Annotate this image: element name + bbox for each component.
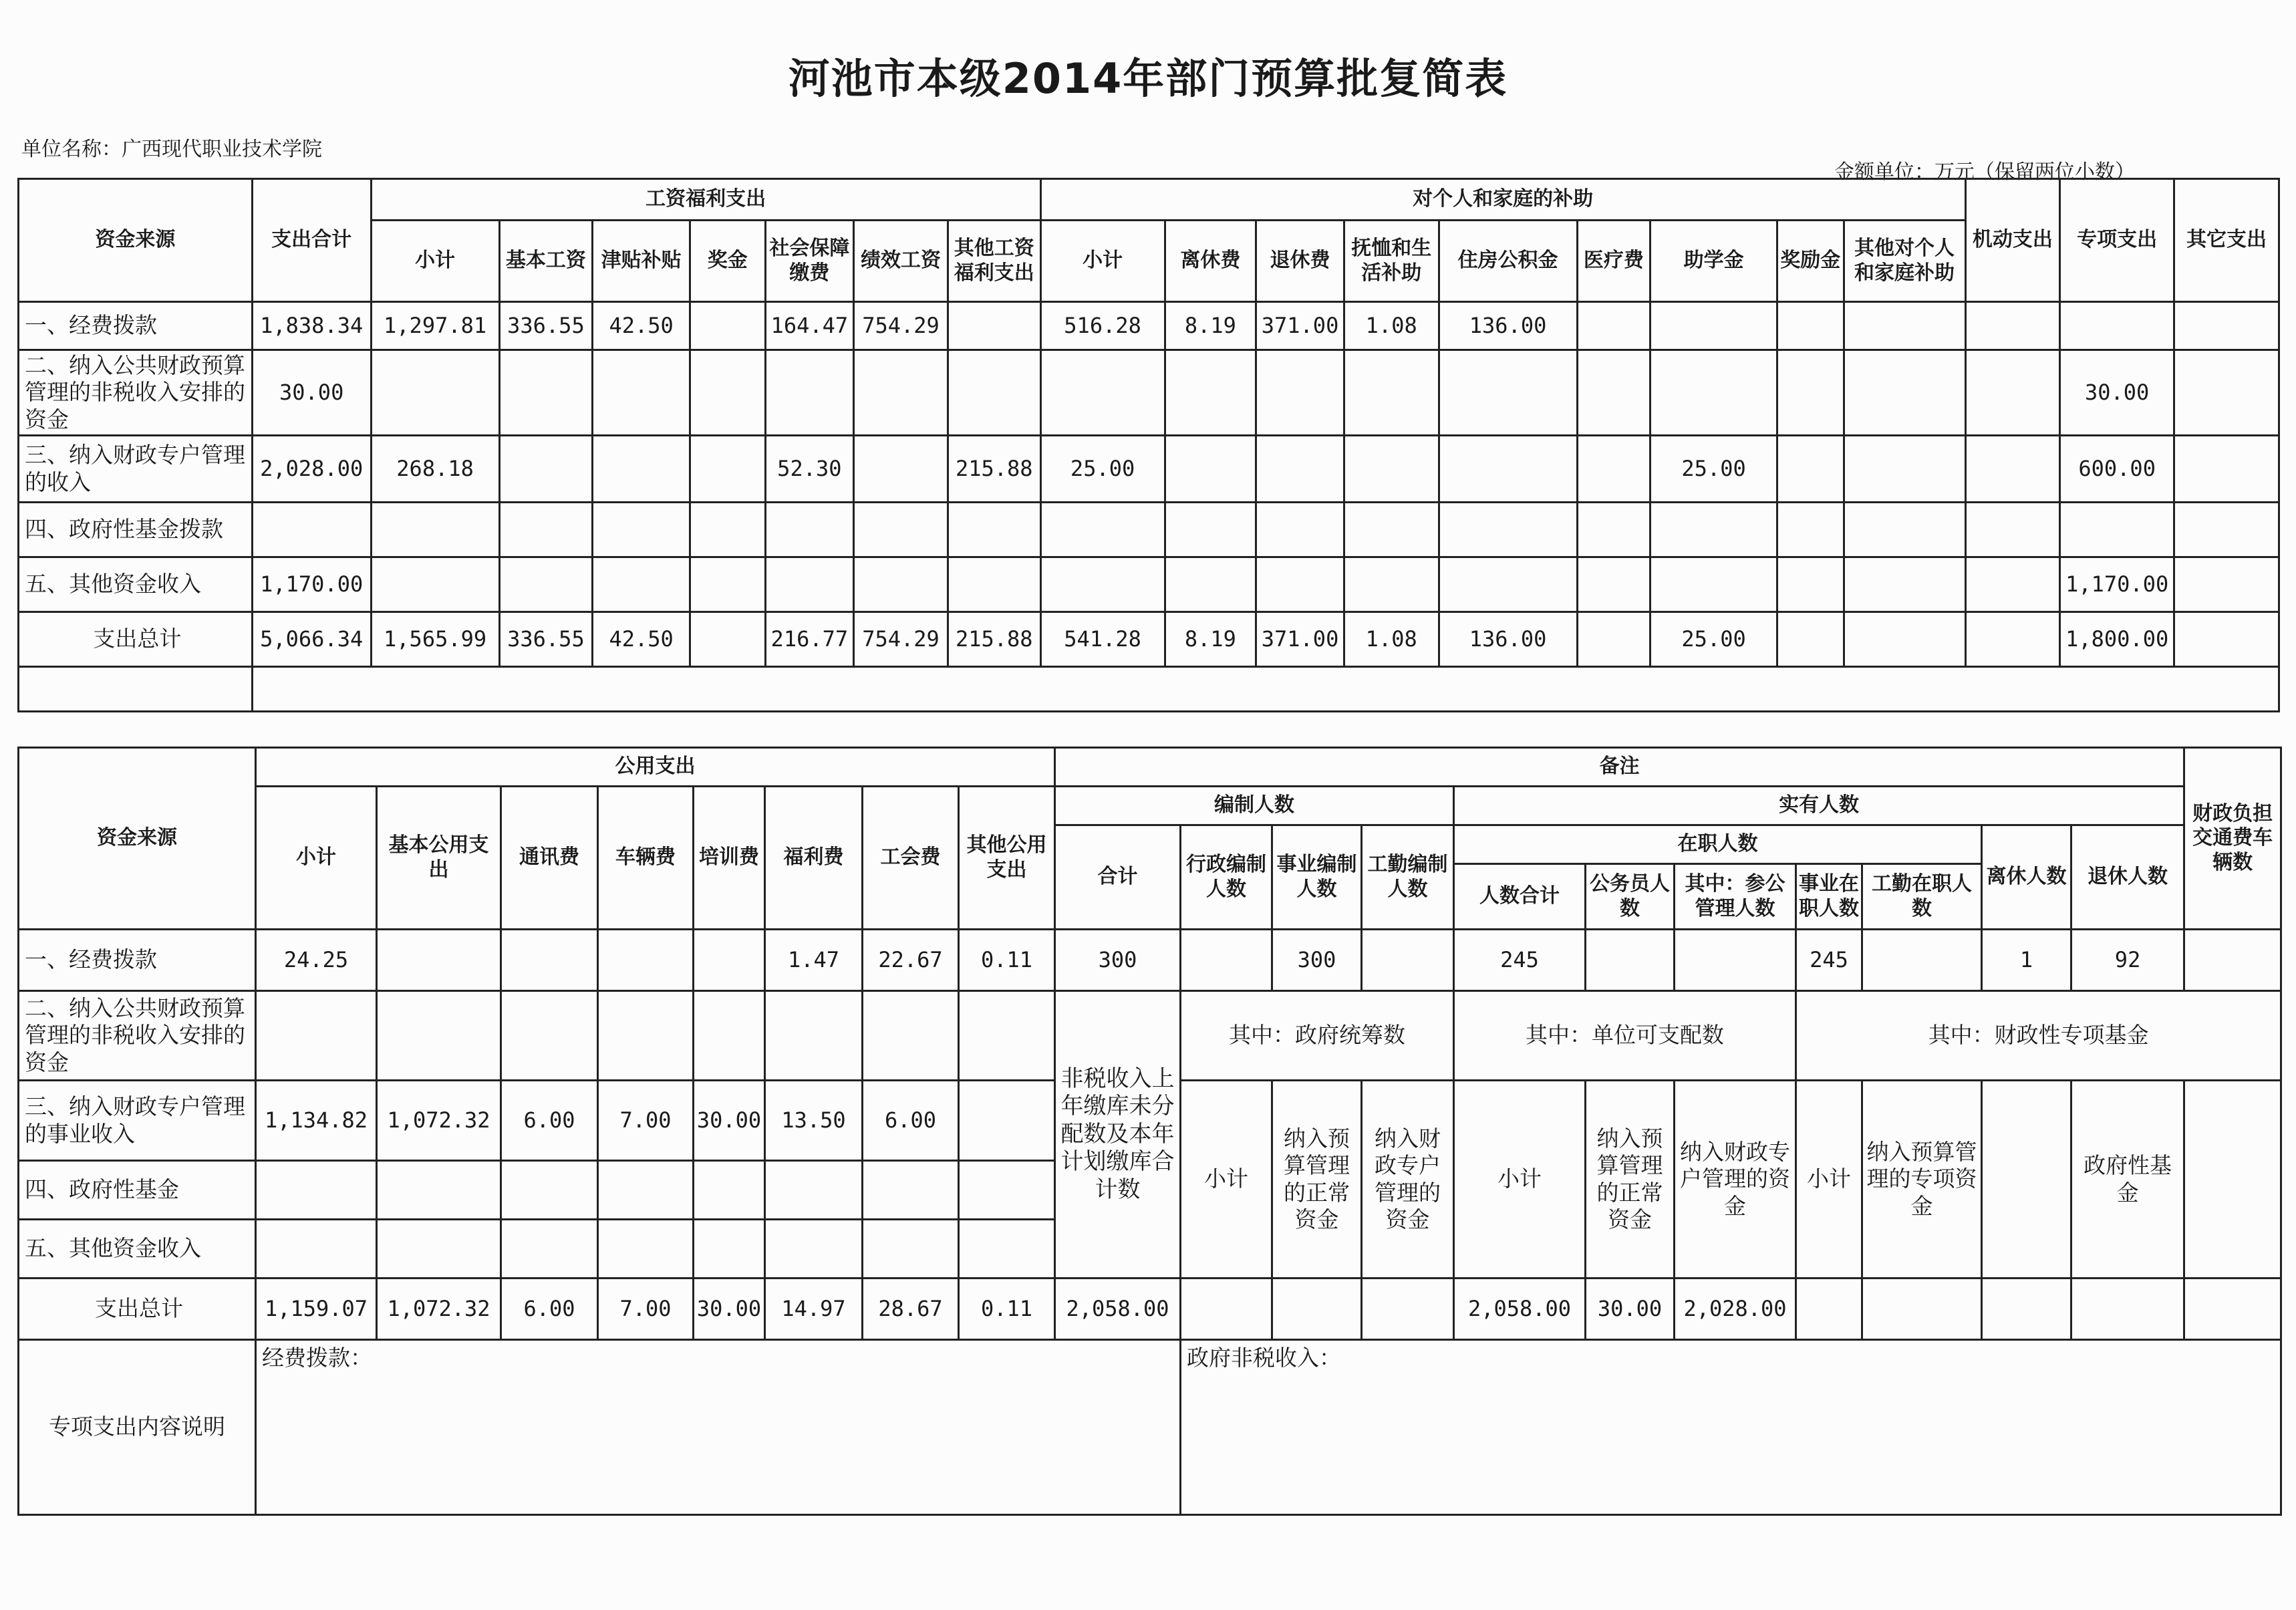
table-cell <box>593 503 690 557</box>
unit-pool-header: 其中：单位可支配数 <box>1454 991 1796 1081</box>
table-cell <box>948 350 1040 436</box>
subsidy-group-header: 对个人和家庭的补助 <box>1040 179 1965 221</box>
table-cell: 516.28 <box>1040 302 1165 350</box>
column-header: 奖金 <box>690 221 765 302</box>
column-header: 培训费 <box>694 787 765 930</box>
table-cell: 1,297.81 <box>371 302 499 350</box>
nontax-note: 政府非税收入： <box>1181 1340 2281 1515</box>
table-cell <box>1165 350 1256 436</box>
table-cell <box>1165 436 1256 503</box>
table-cell <box>256 1220 377 1279</box>
column-header: 医疗费 <box>1577 221 1651 302</box>
table-cell <box>1777 350 1844 436</box>
nontax-subheader: 小计 <box>1454 1081 1586 1279</box>
table-cell <box>1844 557 1965 612</box>
table-cell <box>959 991 1055 1081</box>
spacer-cell <box>19 667 253 712</box>
total-row <box>19 612 2279 667</box>
table-cell: 300 <box>1055 930 1181 991</box>
table-cell <box>371 503 499 557</box>
table-cell: 371.00 <box>1256 302 1344 350</box>
table-cell <box>1796 1279 1862 1340</box>
table-cell: 1,565.99 <box>371 612 499 667</box>
table-cell <box>2060 302 2174 350</box>
table-cell <box>2174 612 2279 667</box>
table-cell <box>2184 930 2281 991</box>
column-header: 津贴补贴 <box>593 221 690 302</box>
table-cell <box>959 1081 1055 1161</box>
column-header: 其中：参公管理人数 <box>1675 864 1796 930</box>
table-cell <box>1439 436 1577 503</box>
table-cell <box>1965 612 2060 667</box>
table-cell <box>1965 436 2060 503</box>
special-header: 专项支出 <box>2060 179 2174 302</box>
table-cell <box>499 503 593 557</box>
table-cell <box>854 436 948 503</box>
table-cell: 6.00 <box>501 1279 598 1340</box>
table-cell: 6.00 <box>863 1081 959 1161</box>
table-cell <box>1165 557 1256 612</box>
table-cell <box>1439 557 1577 612</box>
table-cell: 1,170.00 <box>2060 557 2174 612</box>
table-cell <box>1982 1081 2071 1279</box>
nontax-main-label: 非税收入上年缴库未分配数及本年计划缴库合计数 <box>1055 991 1181 1279</box>
source-header: 资金来源 <box>19 748 256 930</box>
table-cell <box>2060 503 2174 557</box>
table-cell: 215.88 <box>948 436 1040 503</box>
table-cell: 600.00 <box>2060 436 2174 503</box>
table-cell <box>2184 1279 2281 1340</box>
table-cell <box>690 612 765 667</box>
table-cell <box>1256 436 1344 503</box>
table-cell <box>1675 930 1796 991</box>
table-cell <box>854 350 948 436</box>
table-cell <box>1040 350 1165 436</box>
table-cell <box>593 350 690 436</box>
table-cell: 541.28 <box>1040 612 1165 667</box>
table-cell: 25.00 <box>1651 612 1777 667</box>
table-cell <box>765 991 863 1081</box>
table-cell <box>1577 557 1651 612</box>
table-cell: 1,838.34 <box>252 302 371 350</box>
table-cell <box>690 350 765 436</box>
table-cell <box>499 557 593 612</box>
table-cell <box>2174 302 2279 350</box>
table-cell <box>1965 557 2060 612</box>
table-cell: 7.00 <box>598 1081 694 1161</box>
table-cell <box>1256 557 1344 612</box>
row-label: 二、纳入公共财政预算管理的非税收入安排的资金 <box>19 991 256 1081</box>
spacer-cell <box>252 667 2279 712</box>
table-cell <box>593 436 690 503</box>
table-cell <box>377 1220 501 1279</box>
column-header: 奖励金 <box>1777 221 1844 302</box>
table-cell <box>694 930 765 991</box>
table-cell: 2,028.00 <box>252 436 371 503</box>
table-cell: 8.19 <box>1165 302 1256 350</box>
other-header: 其它支出 <box>2174 179 2279 302</box>
column-header: 其他工资福利支出 <box>948 221 1040 302</box>
column-header: 行政编制人数 <box>1181 825 1272 930</box>
table-cell <box>1577 350 1651 436</box>
column-header: 助学金 <box>1651 221 1777 302</box>
table-cell: 336.55 <box>499 302 593 350</box>
table-cell <box>1362 930 1454 991</box>
table-cell: 24.25 <box>256 930 377 991</box>
table-cell <box>501 991 598 1081</box>
table-cell <box>948 557 1040 612</box>
gov-pool-header: 其中：政府统筹数 <box>1181 991 1454 1081</box>
table-cell <box>1439 503 1577 557</box>
table-cell <box>371 557 499 612</box>
table-cell <box>1777 436 1844 503</box>
table-cell <box>1272 1279 1362 1340</box>
table-cell: 1.47 <box>765 930 863 991</box>
table-cell: 136.00 <box>1439 302 1577 350</box>
table-cell: 6.00 <box>501 1081 598 1161</box>
table-cell: 136.00 <box>1439 612 1577 667</box>
table-cell <box>256 1161 377 1220</box>
table-cell: 7.00 <box>598 1279 694 1340</box>
wage-group-header: 工资福利支出 <box>371 179 1040 221</box>
table-cell <box>1777 612 1844 667</box>
table-cell: 2,058.00 <box>1055 1279 1181 1340</box>
top-table-body <box>19 302 2279 667</box>
nontax-subheader: 小计 <box>1796 1081 1862 1279</box>
table-cell: 1 <box>1982 930 2071 991</box>
row-label: 二、纳入公共财政预算管理的非税收入安排的资金 <box>19 350 253 436</box>
table-cell <box>377 1161 501 1220</box>
column-header: 小计 <box>256 787 377 930</box>
table-cell: 371.00 <box>1256 612 1344 667</box>
nontax-subheader: 纳入预算管理的正常资金 <box>1586 1081 1675 1279</box>
table-cell: 245 <box>1454 930 1586 991</box>
table-cell <box>1965 302 2060 350</box>
budget-table-top <box>17 178 2280 712</box>
unit-name: 单位名称：广西现代职业技术学院 <box>21 138 322 161</box>
column-header: 其他公用支出 <box>959 787 1055 930</box>
table-cell: 30.00 <box>1586 1279 1675 1340</box>
row-label: 三、纳入财政专户管理的收入 <box>19 436 253 503</box>
table-row <box>19 436 2279 503</box>
table-cell <box>1777 302 1844 350</box>
row-label: 五、其他资金收入 <box>19 557 253 612</box>
table-cell: 42.50 <box>593 612 690 667</box>
table-cell <box>1577 436 1651 503</box>
table-cell <box>1344 503 1439 557</box>
table-row <box>19 350 2279 436</box>
table-cell <box>501 930 598 991</box>
column-header: 其他对个人和家庭补助 <box>1844 221 1965 302</box>
column-header: 小计 <box>1040 221 1165 302</box>
table-cell <box>501 1220 598 1279</box>
table-cell: 1,170.00 <box>252 557 371 612</box>
table-cell: 0.11 <box>959 1279 1055 1340</box>
row-label: 五、其他资金收入 <box>19 1220 256 1279</box>
table-cell: 216.77 <box>765 612 854 667</box>
table-cell <box>1181 930 1272 991</box>
table-cell: 25.00 <box>1651 436 1777 503</box>
table-cell <box>2174 436 2279 503</box>
column-header: 工勤在职人数 <box>1862 864 1982 930</box>
table-cell: 754.29 <box>854 302 948 350</box>
column-header: 福利费 <box>765 787 863 930</box>
table-cell: 30.00 <box>694 1081 765 1161</box>
footer-label: 专项支出内容说明 <box>19 1340 256 1515</box>
table-cell <box>690 503 765 557</box>
table-cell <box>2174 557 2279 612</box>
table-cell <box>1862 1279 1982 1340</box>
table-cell <box>1577 612 1651 667</box>
table-cell: 14.97 <box>765 1279 863 1340</box>
special-fund-header: 其中：财政性专项基金 <box>1796 991 2281 1081</box>
table-cell: 754.29 <box>854 612 948 667</box>
column-header: 绩效工资 <box>854 221 948 302</box>
nontax-subheader: 纳入财政专户管理的资金 <box>1675 1081 1796 1279</box>
column-header: 离休人数 <box>1982 825 2071 930</box>
column-header: 住房公积金 <box>1439 221 1577 302</box>
table-cell <box>765 557 854 612</box>
table-cell <box>1586 930 1675 991</box>
table-cell <box>1844 503 1965 557</box>
table-cell: 336.55 <box>499 612 593 667</box>
table-cell <box>690 557 765 612</box>
table-cell <box>1362 1279 1454 1340</box>
column-header: 社会保障缴费 <box>765 221 854 302</box>
staffing-group-header: 编制人数 <box>1055 787 1454 825</box>
table-cell <box>863 1220 959 1279</box>
table-cell <box>377 991 501 1081</box>
table-cell <box>598 991 694 1081</box>
table-cell <box>1344 436 1439 503</box>
column-header: 事业编制人数 <box>1272 825 1362 930</box>
table-row <box>19 302 2279 350</box>
table-cell <box>377 930 501 991</box>
table-cell <box>1577 302 1651 350</box>
fund-note: 经费拨款： <box>256 1340 1181 1515</box>
table-cell: 5,066.34 <box>252 612 371 667</box>
table-cell: 52.30 <box>765 436 854 503</box>
table-cell <box>948 302 1040 350</box>
table-cell <box>1344 350 1439 436</box>
column-header: 合计 <box>1055 825 1181 930</box>
vehicle-header: 财政负担交通费车辆数 <box>2184 748 2281 930</box>
table-cell: 92 <box>2071 930 2184 991</box>
table-cell <box>690 436 765 503</box>
table-cell <box>371 350 499 436</box>
table-cell: 1.08 <box>1344 302 1439 350</box>
table-row <box>19 503 2279 557</box>
table-cell <box>1651 557 1777 612</box>
table-cell <box>2071 1279 2184 1340</box>
table-cell <box>959 1220 1055 1279</box>
table-cell <box>959 1161 1055 1220</box>
table-cell <box>863 991 959 1081</box>
in-service-group-header: 在职人数 <box>1454 825 1982 864</box>
table-cell: 25.00 <box>1040 436 1165 503</box>
table-cell <box>690 302 765 350</box>
table-cell: 0.11 <box>959 930 1055 991</box>
row-label: 一、经费拨款 <box>19 302 253 350</box>
table-cell: 30.00 <box>2060 350 2174 436</box>
table-cell <box>252 503 371 557</box>
table-cell <box>1577 503 1651 557</box>
table-cell <box>1256 350 1344 436</box>
table-cell <box>765 503 854 557</box>
table-cell <box>1844 436 1965 503</box>
table-cell <box>256 991 377 1081</box>
table-cell: 30.00 <box>252 350 371 436</box>
table-cell <box>765 1161 863 1220</box>
table-cell: 42.50 <box>593 302 690 350</box>
column-header: 基本公用支出 <box>377 787 501 930</box>
column-header: 通讯费 <box>501 787 598 930</box>
table-cell <box>694 991 765 1081</box>
row-label: 四、政府性基金拨款 <box>19 503 253 557</box>
table-cell <box>499 350 593 436</box>
table-cell <box>2174 503 2279 557</box>
table-cell: 1,072.32 <box>377 1279 501 1340</box>
column-header: 抚恤和生活补助 <box>1344 221 1439 302</box>
table-cell: 300 <box>1272 930 1362 991</box>
nontax-subheader: 纳入财政专户管理的资金 <box>1362 1081 1454 1279</box>
row-label: 一、经费拨款 <box>19 930 256 991</box>
table-cell <box>2174 350 2279 436</box>
table-cell: 268.18 <box>371 436 499 503</box>
nontax-subheader: 纳入预算管理的专项资金 <box>1862 1081 1982 1279</box>
nontax-subheader: 政府性基金 <box>2071 1081 2184 1279</box>
document-title: 河池市本级2014年部门预算批复简表 <box>788 54 1508 103</box>
table-cell <box>1844 302 1965 350</box>
table-cell <box>694 1161 765 1220</box>
table-cell <box>598 1161 694 1220</box>
table-cell <box>1040 503 1165 557</box>
nontax-subheader: 纳入预算管理的正常资金 <box>1272 1081 1362 1279</box>
notes-group-header: 备注 <box>1055 748 2184 787</box>
column-header: 事业在职人数 <box>1796 864 1862 930</box>
table-cell <box>1651 503 1777 557</box>
budget-table-bottom <box>17 747 2282 1516</box>
table-cell: 28.67 <box>863 1279 959 1340</box>
table-cell: 1.08 <box>1344 612 1439 667</box>
table-cell <box>1651 350 1777 436</box>
column-header: 人数合计 <box>1454 864 1586 930</box>
table-cell <box>1181 1279 1272 1340</box>
table-cell <box>499 436 593 503</box>
column-header: 工勤编制人数 <box>1362 825 1454 930</box>
column-header: 小计 <box>371 221 499 302</box>
column-header: 退休人数 <box>2071 825 2184 930</box>
table-cell <box>2184 1081 2281 1279</box>
table-cell <box>765 1220 863 1279</box>
table-cell <box>1165 503 1256 557</box>
table-cell <box>1965 503 2060 557</box>
table-cell: 8.19 <box>1165 612 1256 667</box>
table-cell: 1,159.07 <box>256 1279 377 1340</box>
table-cell <box>1777 557 1844 612</box>
table-cell <box>598 930 694 991</box>
table-cell <box>1439 350 1577 436</box>
total-header: 支出合计 <box>252 179 371 302</box>
table-cell <box>854 503 948 557</box>
table-cell <box>1844 350 1965 436</box>
column-header: 基本工资 <box>499 221 593 302</box>
table-cell <box>501 1161 598 1220</box>
table-cell <box>694 1220 765 1279</box>
column-header: 车辆费 <box>598 787 694 930</box>
column-header: 工会费 <box>863 787 959 930</box>
column-header: 退休费 <box>1256 221 1344 302</box>
amount-unit: 金额单位：万元（保留两位小数） <box>1834 160 2135 184</box>
row-label: 四、政府性基金 <box>19 1161 256 1220</box>
table-cell <box>1965 350 2060 436</box>
column-header: 离休费 <box>1165 221 1256 302</box>
public-group-header: 公用支出 <box>256 748 1055 787</box>
table-cell: 164.47 <box>765 302 854 350</box>
table-cell <box>854 557 948 612</box>
table-cell: 13.50 <box>765 1081 863 1161</box>
table-cell <box>1862 930 1982 991</box>
row-label: 三、纳入财政专户管理的事业收入 <box>19 1081 256 1161</box>
table-cell: 2,058.00 <box>1454 1279 1586 1340</box>
table-cell <box>1844 612 1965 667</box>
table-cell: 2,028.00 <box>1675 1279 1796 1340</box>
table-cell: 1,072.32 <box>377 1081 501 1161</box>
row-label: 支出总计 <box>19 612 253 667</box>
table-cell: 215.88 <box>948 612 1040 667</box>
table-cell <box>1777 503 1844 557</box>
table-cell <box>1982 1279 2071 1340</box>
row-label: 支出总计 <box>19 1279 256 1340</box>
table-cell: 22.67 <box>863 930 959 991</box>
table-cell <box>765 350 854 436</box>
table-cell <box>598 1220 694 1279</box>
source-header: 资金来源 <box>19 179 253 302</box>
actual-group-header: 实有人数 <box>1454 787 2184 825</box>
table-cell <box>1651 302 1777 350</box>
column-header: 公务员人数 <box>1586 864 1675 930</box>
flex-header: 机动支出 <box>1965 179 2060 302</box>
table-cell <box>1040 557 1165 612</box>
table-cell: 1,134.82 <box>256 1081 377 1161</box>
table-cell: 1,800.00 <box>2060 612 2174 667</box>
table-row <box>19 557 2279 612</box>
table-cell <box>593 557 690 612</box>
table-cell <box>1344 557 1439 612</box>
table-cell <box>948 503 1040 557</box>
table-cell: 245 <box>1796 930 1862 991</box>
table-cell <box>1256 503 1344 557</box>
nontax-subheader: 小计 <box>1181 1081 1272 1279</box>
table-cell <box>863 1161 959 1220</box>
table-cell: 30.00 <box>694 1279 765 1340</box>
